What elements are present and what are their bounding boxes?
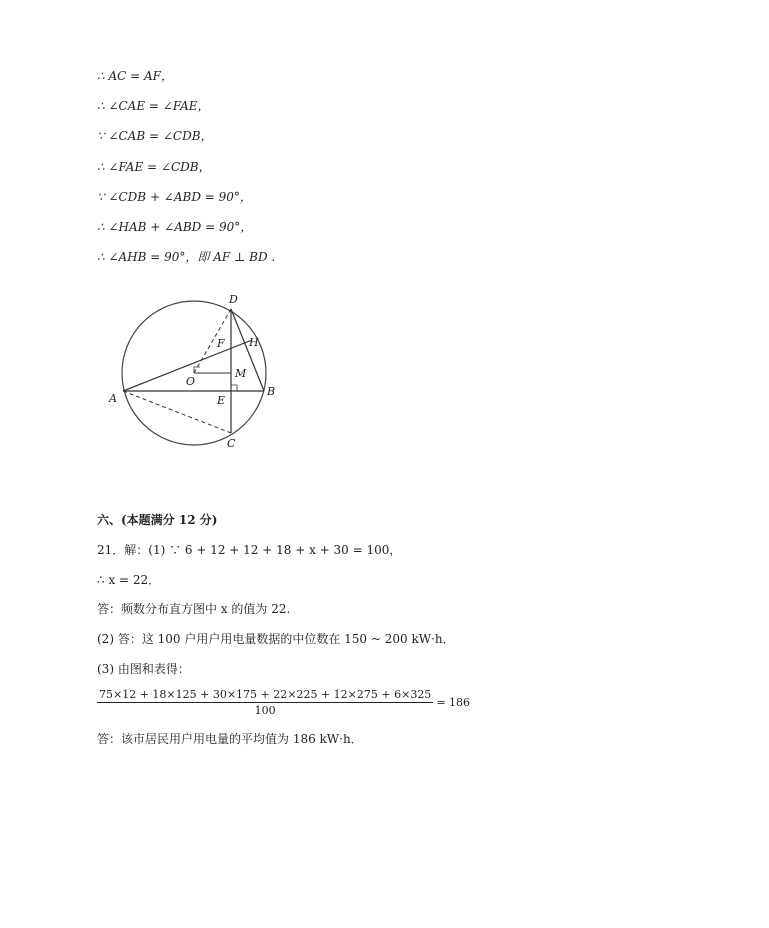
- label-h: H: [249, 336, 259, 349]
- solution-line-5: (3) 由图和表得：: [97, 662, 190, 676]
- fraction: [97, 688, 433, 717]
- solution-line-2: ∴ x = 22．: [97, 573, 161, 587]
- solution-line-1: 21．解：(1) ∵ 6 + 12 + 12 + 18 + x + 30 = 100，: [97, 543, 402, 557]
- solution-line-3: 答：频数分布直方图中 x 的值为 22.: [97, 602, 291, 616]
- proof-line-3: ∵ ∠CAB = ∠CDB，: [97, 129, 213, 143]
- proof-line-7: ∴ ∠AHB = 90°，即 AF ⊥ BD .: [97, 250, 276, 264]
- fraction-denominator: 100: [254, 704, 276, 717]
- fraction-numerator: 75×12 + 18×125 + 30×175 + 22×225 + 12×275 + 6×325: [99, 688, 432, 701]
- label-c: C: [227, 437, 236, 450]
- label-m: M: [235, 367, 247, 380]
- solution-line-4: (2) 答：这 100 户用户用电量数据的中位数在 150 ~ 200 kW·h．: [97, 632, 455, 646]
- circle-geometry-figure: [105, 290, 290, 455]
- dashed-segment-ac: [123, 391, 231, 433]
- label-b: B: [267, 385, 276, 398]
- proof-line-5: ∵ ∠CDB + ∠ABD = 90°，: [97, 190, 252, 204]
- label-o: O: [186, 375, 196, 388]
- proof-line-6: ∴ ∠HAB + ∠ABD = 90°，: [97, 220, 253, 234]
- label-a: A: [109, 392, 117, 405]
- section-heading: 六、(本题满分 12 分): [97, 513, 218, 527]
- proof-line-2: ∴ ∠CAE = ∠FAE，: [97, 99, 210, 113]
- fraction-result: = 186: [436, 696, 471, 709]
- label-f: F: [217, 337, 225, 350]
- right-angle-mark-e: [231, 385, 237, 391]
- label-e: E: [217, 394, 226, 407]
- proof-line-1: ∴ AC = AF，: [97, 69, 173, 83]
- proof-line-4: ∴ ∠FAE = ∠CDB，: [97, 160, 211, 174]
- dashed-segment-do: [194, 309, 231, 373]
- mean-calculation: [97, 688, 470, 717]
- final-answer: 答：该市居民用户用电量的平均值为 186 kW·h．: [97, 732, 363, 746]
- label-d: D: [229, 293, 238, 306]
